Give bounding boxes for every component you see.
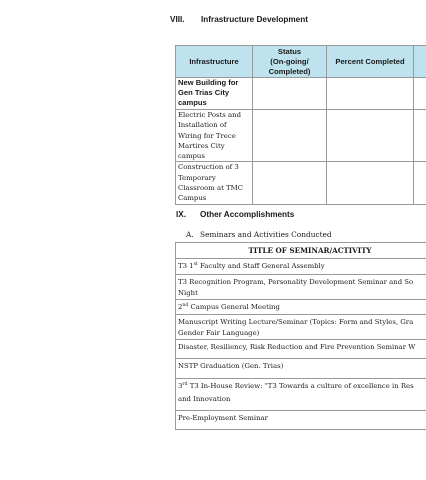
status-cell [253, 78, 327, 110]
table-row [176, 162, 426, 204]
status-header-line: Status [277, 46, 302, 56]
cell-line: Electric Posts and [178, 111, 241, 119]
seminar-line: Manuscript Writing Lecture/Seminar (Topics: Form and Styles, Gra [178, 318, 414, 326]
table-row [176, 411, 426, 430]
cell-line: campus [178, 152, 205, 161]
column-header-status [253, 46, 327, 78]
seminar-cell [176, 340, 426, 359]
seminar-line: and Innovation [178, 394, 231, 403]
subsection-letter: A. [186, 230, 194, 239]
seminar-line: NSTP Graduation (Gen. Trias) [178, 362, 284, 370]
infrastructure-cell [176, 110, 253, 162]
table-row [176, 359, 426, 379]
infrastructure-cell [176, 78, 253, 110]
seminar-line: Gender Fair Language) [178, 328, 260, 337]
seminar-cell [176, 359, 426, 379]
cell-line: Construction of 3 [178, 163, 239, 172]
percent-cell [327, 78, 414, 110]
extra-cell [414, 110, 426, 162]
table-row [176, 78, 426, 110]
seminar-text: Faculty and Staff General Assembly [197, 262, 325, 270]
cell-line: Wiring for Trece [178, 131, 236, 140]
seminar-cell [176, 259, 426, 275]
section-number: IX. [176, 210, 187, 219]
cell-line: New Building for [178, 78, 239, 87]
table-row [176, 340, 426, 359]
cell-line: Martires City [178, 141, 225, 150]
seminar-line: T3 Recognition Program, Personality Development Seminar and So [178, 278, 414, 286]
seminar-cell [176, 275, 426, 300]
percent-cell [327, 110, 414, 162]
status-cell [253, 162, 327, 204]
table-row [176, 300, 426, 315]
seminar-text: 3 [178, 382, 183, 390]
seminar-cell [176, 315, 426, 340]
section-title: Infrastructure Development [201, 15, 308, 24]
seminar-line: Disaster, Resiliency, Risk Reduction and Fire Prevention Seminar W [178, 343, 416, 351]
extra-cell [414, 162, 426, 204]
section-number: VIII. [170, 15, 185, 24]
seminar-cell [176, 379, 426, 411]
status-cell [253, 110, 327, 162]
seminar-text: Campus General Meeting [188, 303, 280, 311]
seminar-line: Night [178, 288, 198, 297]
extra-cell [414, 78, 426, 110]
column-header-infrastructure: Infrastructure [176, 46, 253, 78]
seminar-text: T3 1 [178, 262, 194, 270]
ordinal-suffix: st [193, 262, 198, 267]
seminar-line [178, 381, 426, 392]
status-header-line: Completed) [268, 66, 311, 76]
seminar-cell [176, 300, 426, 315]
column-header-percent-completed: Percent Completed [327, 46, 414, 78]
ordinal-suffix: rd [182, 382, 188, 387]
table-header-row [176, 243, 426, 259]
table-row [176, 315, 426, 340]
table-header-row [176, 46, 426, 78]
cell-line: Campus [178, 194, 207, 203]
table-row [176, 259, 426, 275]
column-header-title: TITLE OF SEMINAR/ACTIVITY [176, 243, 426, 259]
infrastructure-table [175, 45, 426, 205]
section-title: Other Accomplishments [200, 210, 295, 219]
seminar-text: T3 In-House Review: "T3 Towards a culture of excellence in Res [187, 382, 414, 390]
cell-line: campus [178, 98, 207, 108]
column-header-cut-off [414, 46, 426, 78]
seminar-line: Pre-Employment Seminar [178, 414, 268, 422]
cell-line: Temporary [178, 173, 216, 182]
table-row [176, 379, 426, 411]
status-header-line: (On-going/ [270, 56, 309, 66]
seminar-cell [176, 411, 426, 430]
table-row [176, 110, 426, 162]
cell-line: Installation of [178, 121, 227, 130]
percent-cell [327, 162, 414, 204]
cell-line: Gen Trias City [178, 88, 230, 98]
cell-line: Classroom at TMC [178, 184, 243, 193]
infrastructure-cell [176, 162, 253, 204]
subsection-title: Seminars and Activities Conducted [200, 230, 332, 239]
ordinal-suffix: nd [182, 303, 189, 308]
seminar-text: 2 [178, 303, 183, 311]
seminar-table [175, 242, 426, 430]
table-row [176, 275, 426, 300]
